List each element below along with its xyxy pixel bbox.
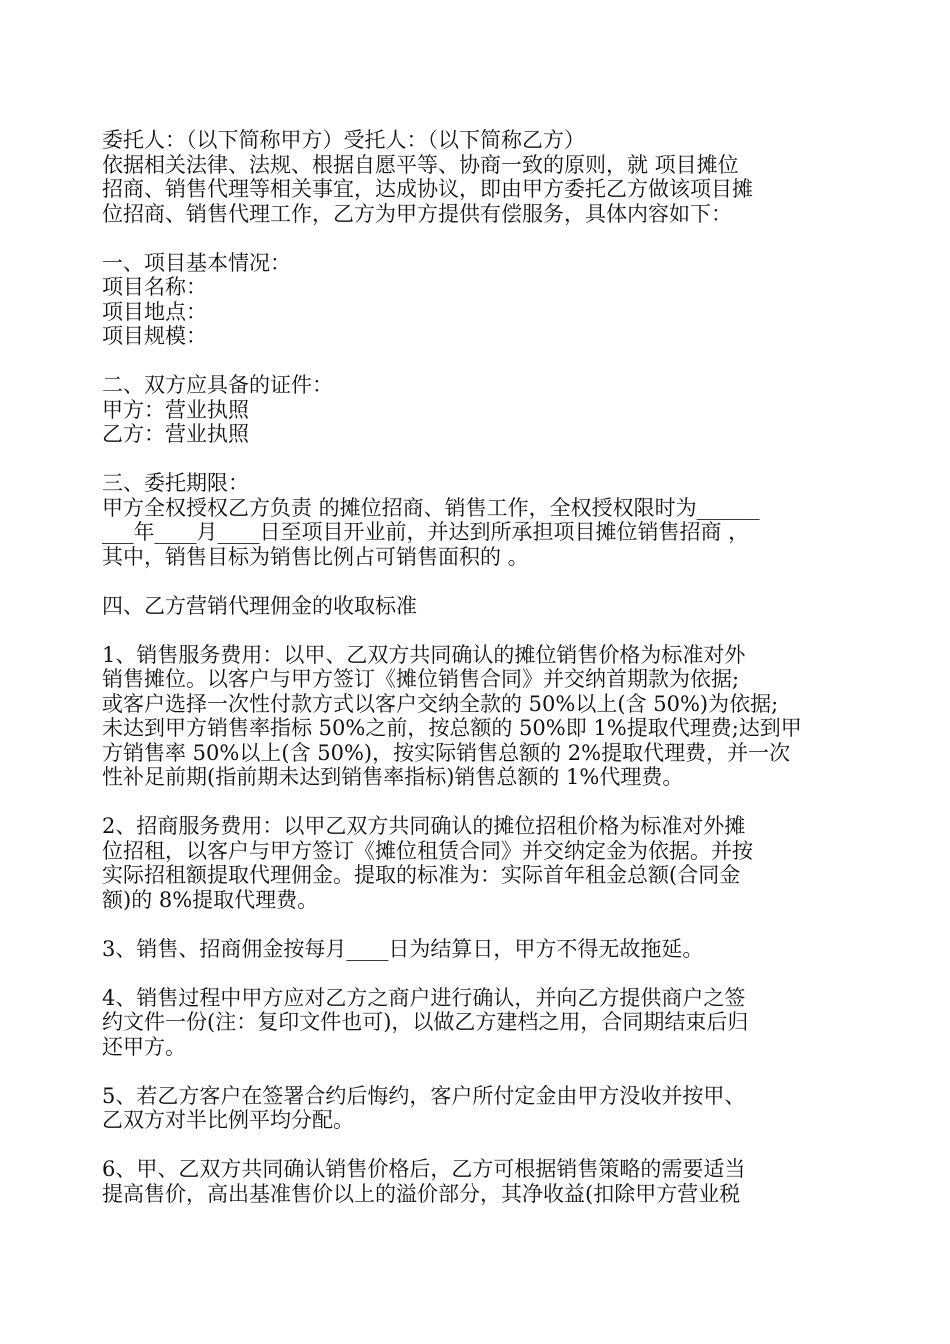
text-line: 销售摊位。以客户与甲方签订《摊位销售合同》并交纳首期款为依据; xyxy=(102,667,740,691)
text-line: 乙双方对半比例平均分配。 xyxy=(102,1108,354,1132)
text-line: 位招租，以客户与甲方签订《摊位租赁合同》并交纳定金为依据。并按 xyxy=(102,838,753,863)
text-line: 还甲方。 xyxy=(102,1034,186,1059)
text-line: 项目名称： xyxy=(102,275,207,299)
text-line: 2、招商服务费用：以甲乙双方共同确认的摊位招租价格为标准对外摊 xyxy=(102,814,746,838)
text-line: 3、销售、招商佣金按每月____日为结算日，甲方不得无故拖延。 xyxy=(102,936,704,961)
paragraph-gap xyxy=(102,961,852,986)
text-line: 三、委托期限： xyxy=(102,471,249,495)
text-line: 方销售率 50%以上(含 50%)，按实际销售总额的 2%提取代理费，并一次 xyxy=(102,740,791,765)
text-line: ___年____月____日至项目开业前，并达到所承担项目摊位销售招商 ， xyxy=(102,520,750,544)
text-line: 未达到甲方销售率指标 50%之前，按总额的 50%即 1%提取代理费;达到甲 xyxy=(102,716,802,740)
text-line: 性补足前期(指前期未达到销售率指标)销售总额的 1%代理费。 xyxy=(102,765,684,789)
text-line: 招商、销售代理等相关事宜，达成协议，即由甲方委托乙方做该项目摊 xyxy=(102,177,753,201)
contract-document xyxy=(102,128,852,1206)
text-line: 四、乙方营销代理佣金的收取标准 xyxy=(102,593,417,618)
text-line: 甲方：营业执照 xyxy=(102,397,249,422)
text-line: 乙方：营业执照 xyxy=(102,422,249,446)
text-line: 甲方全权授权乙方负责 的摊位招商、销售工作，全权授权限时为______ xyxy=(102,495,760,520)
paragraph-gap xyxy=(102,349,852,374)
text-line: 实际招租额提取代理佣金。提取的标准为：实际首年租金总额(合同金 xyxy=(102,863,741,887)
text-line: 二、双方应具备的证件： xyxy=(102,373,333,397)
text-line: 1、销售服务费用：以甲、乙双方共同确认的摊位销售价格为标准对外 xyxy=(102,642,746,667)
text-line: 项目规模： xyxy=(102,324,207,348)
text-line: 提高售价，高出基准售价以上的溢价部分，其净收益(扣除甲方营业税 xyxy=(102,1181,741,1206)
text-line: 或客户选择一次性付款方式以客户交纳全款的 50%以上(含 50%)为依据; xyxy=(102,691,779,716)
text-line: 项目地点： xyxy=(102,299,207,324)
paragraph-gap xyxy=(102,226,852,251)
text-line: 委托人：（以下简称甲方）受托人：（以下简称乙方） xyxy=(102,128,585,152)
text-line: 5、若乙方客户在签署合约后悔约，客户所付定金由甲方没收并按甲、 xyxy=(102,1083,746,1108)
text-line: 6、甲、乙双方共同确认销售价格后，乙方可根据销售策略的需要适当 xyxy=(102,1157,746,1181)
text-line: 约文件一份(注：复印文件也可)，以做乙方建档之用，合同期结束后归 xyxy=(102,1010,749,1034)
paragraph-gap xyxy=(102,1059,852,1084)
paragraph-gap xyxy=(102,447,852,472)
text-line: 一、项目基本情况： xyxy=(102,250,291,275)
text-line: 额)的 8%提取代理费。 xyxy=(102,887,319,912)
paragraph-gap xyxy=(102,790,852,815)
paragraph-gap xyxy=(102,912,852,937)
paragraph-gap xyxy=(102,569,852,594)
text-line: 依据相关法律、法规、根据自愿平等、协商一致的原则，就 项目摊位 xyxy=(102,152,739,177)
paragraph-gap xyxy=(102,1133,852,1158)
text-line: 位招商、销售代理工作，乙方为甲方提供有偿服务，具体内容如下： xyxy=(102,201,732,226)
text-line: 其中，销售目标为销售比例占可销售面积的 。 xyxy=(102,544,529,569)
text-line: 4、销售过程中甲方应对乙方之商户进行确认，并向乙方提供商户之签 xyxy=(102,985,746,1010)
paragraph-gap xyxy=(102,618,852,643)
